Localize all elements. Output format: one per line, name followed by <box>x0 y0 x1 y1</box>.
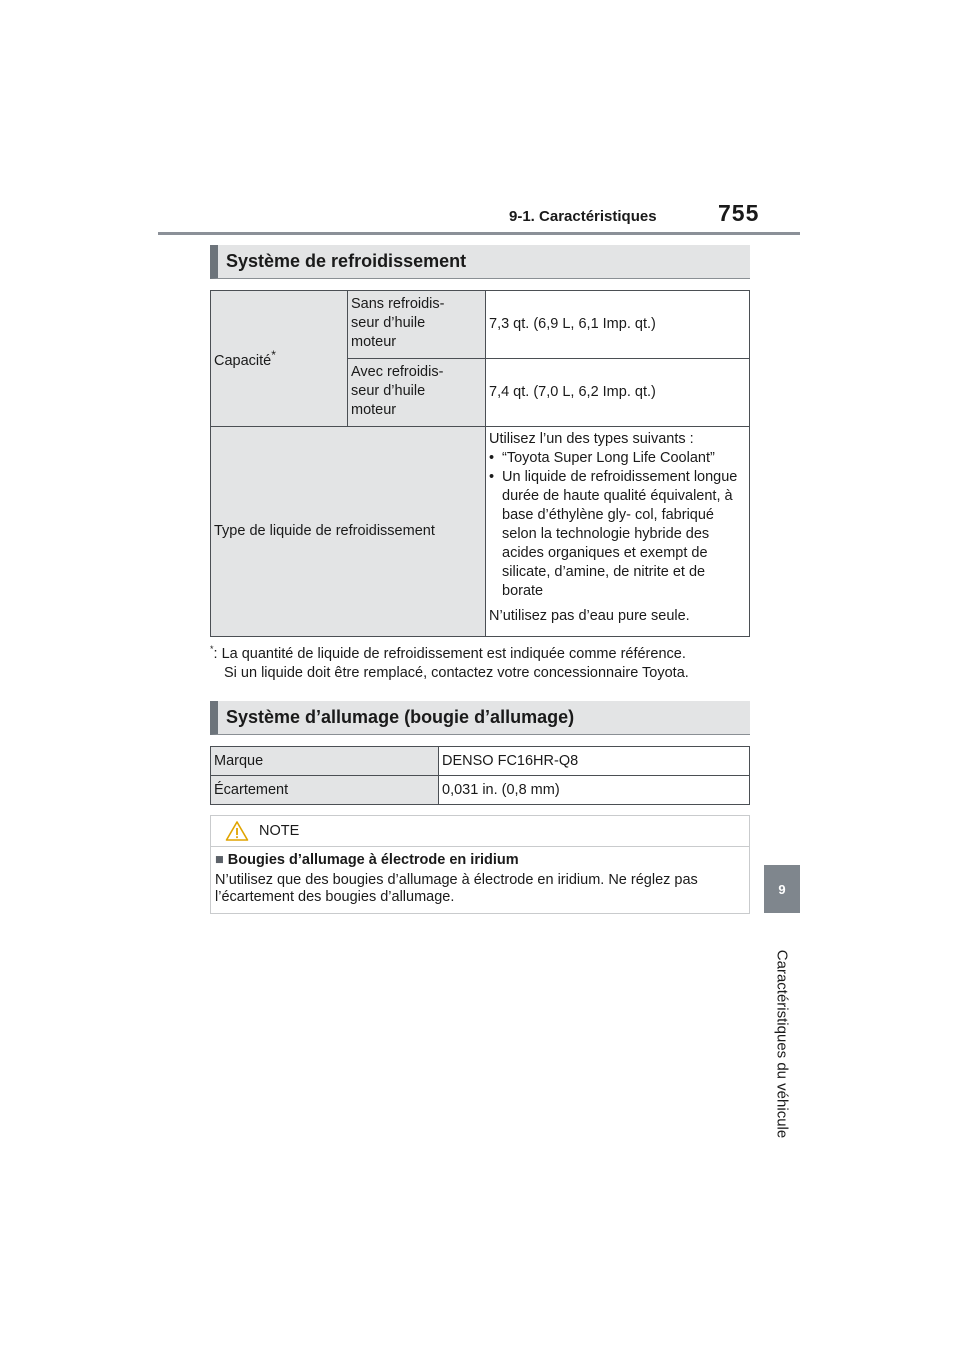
bullet-icon: • <box>489 450 495 466</box>
note-title-text: Bougies d’allumage à électrode en iridium <box>227 852 519 868</box>
square-bullet-icon: ■ <box>215 852 224 868</box>
footnote-line: Si un liquide doit être remplacé, contactez votre concessionnaire Toyota. <box>224 664 689 681</box>
ignition-table <box>210 746 750 805</box>
cooling-table <box>210 290 750 637</box>
coolant-cell <box>486 427 750 637</box>
footnote-mark: * <box>271 348 276 363</box>
spec-value: 0,031 in. (0,8 mm) <box>439 776 750 805</box>
chapter-tab[interactable]: 9 <box>764 865 800 913</box>
ignition-heading: Système d’allumage (bougie d’allumage) <box>210 701 750 735</box>
capacity-cell <box>211 291 348 427</box>
cooling-heading: Système de refroidissement <box>210 245 750 279</box>
table-row <box>211 427 750 637</box>
coolant-option: “Toyota Super Long Life Coolant” <box>502 450 715 466</box>
footnote <box>210 640 755 683</box>
condition-cell: Sans refroidis- seur d’huile moteur <box>348 291 486 359</box>
coolant-warning: N’utilisez pas d’eau pure seule. <box>489 608 690 624</box>
page-number: 755 <box>718 200 760 226</box>
spec-label: Marque <box>211 747 439 776</box>
list-item <box>489 449 746 468</box>
warning-triangle-icon <box>225 820 249 847</box>
value-cell: 7,4 qt. (7,0 L, 6,2 Imp. qt.) <box>486 359 750 427</box>
spec-label: Écartement <box>211 776 439 805</box>
coolant-intro: Utilisez l’un des types suivants : <box>489 431 694 447</box>
note-title <box>215 852 519 868</box>
table-row <box>211 776 750 805</box>
header-divider <box>158 232 800 235</box>
table-row <box>211 291 750 359</box>
section-title: 9-1. Caractéristiques <box>509 208 657 225</box>
capacity-label: Capacité <box>214 352 272 369</box>
spec-value: DENSO FC16HR-Q8 <box>439 747 750 776</box>
list-item <box>489 468 746 601</box>
note-header <box>211 816 749 847</box>
note-label: NOTE <box>259 823 300 839</box>
condition-cell: Avec refroidis- seur d’huile moteur <box>348 359 486 427</box>
note-box <box>210 815 750 914</box>
footnote-mark: * <box>210 644 214 654</box>
note-body: N’utilisez que des bougies d’allumage à électrode en iridium. Ne réglez pas l’écartement des bougies d’allumage. <box>215 872 698 905</box>
table-row <box>211 747 750 776</box>
coolant-option: Un liquide de refroidissement longue durée de haute qualité équivalent, à base d’éthylène gly- col, fabriqué selon la technologie hybride des acides organiques et exempt de silicate, d’amine, de nitrite et de borate <box>502 469 738 599</box>
chapter-label: Caractéristiques du véhicule <box>773 949 791 1139</box>
footnote-line: : La quantité de liquide de refroidissement est indiquée comme référence. <box>213 645 686 662</box>
bullet-icon: • <box>489 469 495 485</box>
value-cell: 7,3 qt. (6,9 L, 6,1 Imp. qt.) <box>486 291 750 359</box>
coolant-label: Type de liquide de refroidissement <box>211 427 486 637</box>
